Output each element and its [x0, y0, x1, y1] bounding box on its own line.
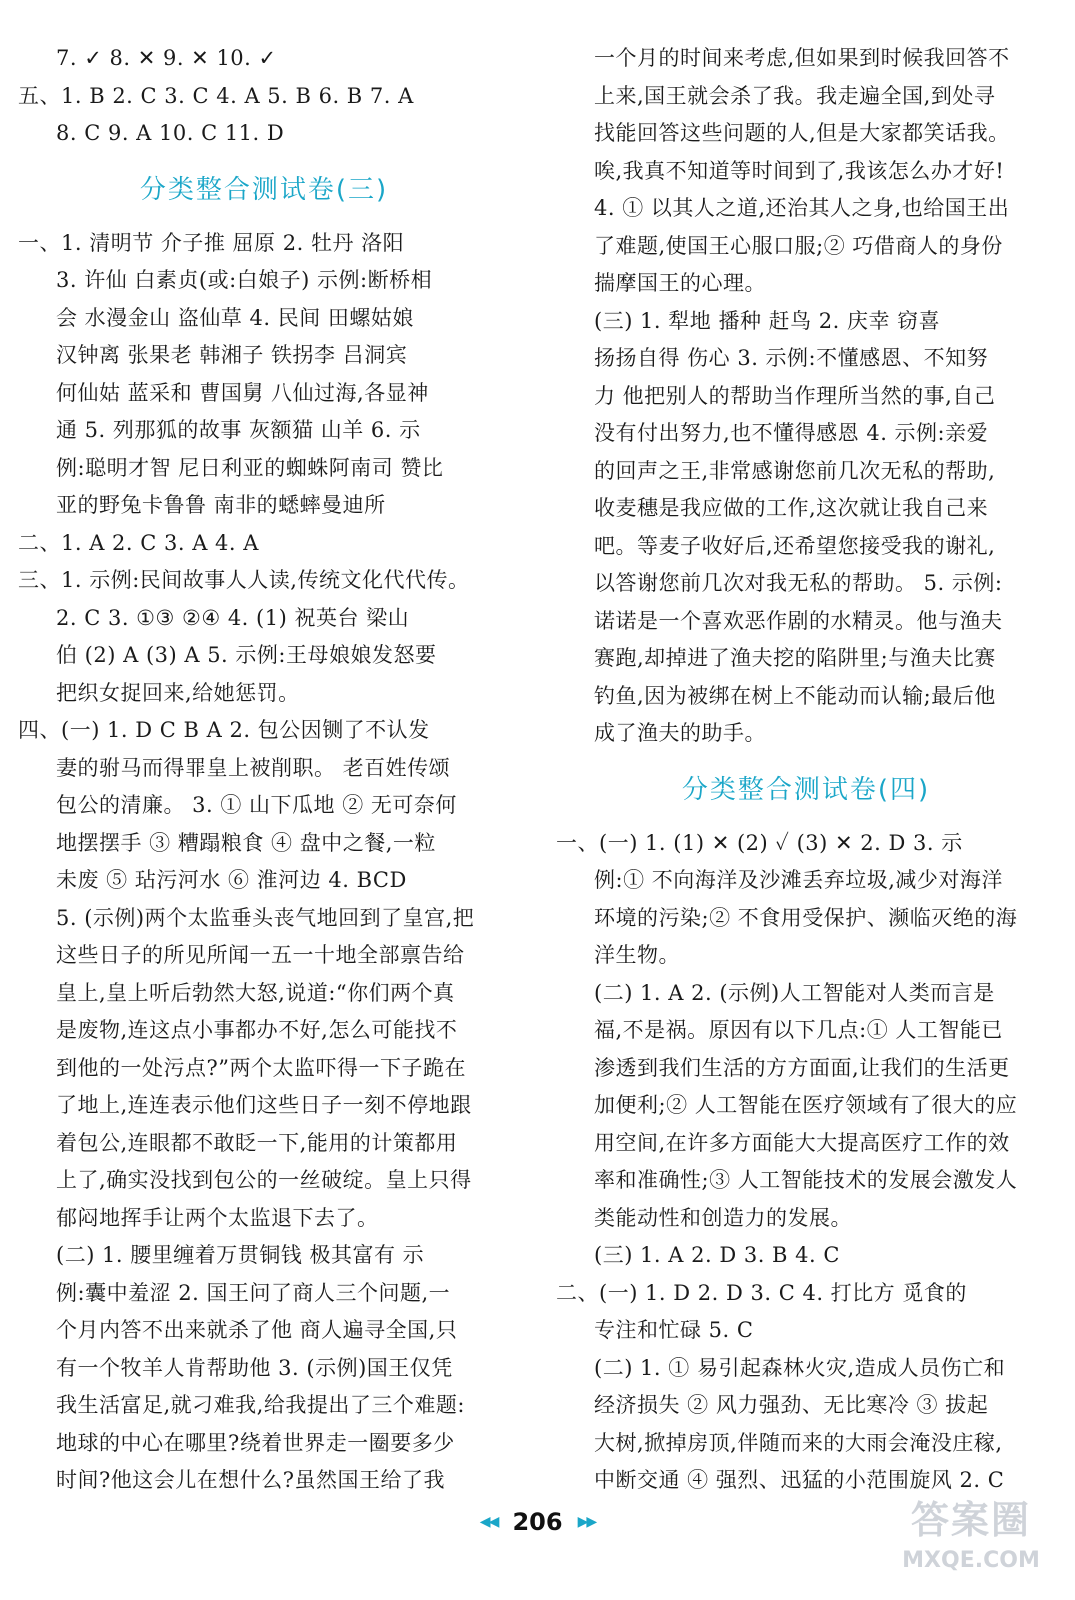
answer-line: 一、1. 清明节 介子推 屈原 2. 牡丹 洛阳: [18, 230, 405, 255]
answer-line: 是废物,连这点小事都办不好,怎么可能找不: [56, 1018, 458, 1042]
answer-line: 五、1. B 2. C 3. C 4. A 5. B 6. B 7. A: [18, 83, 414, 108]
answer-line: 个月内答不出来就杀了他 商人遍寻全国,只: [56, 1318, 458, 1342]
answer-line: 收麦穗是我应做的工作,这次就让我自己来: [594, 496, 989, 520]
answer-line: 2. C 3. ①③ ②④ 4. (1) 祝英台 梁山: [56, 605, 410, 630]
right-top-answers: [556, 40, 1056, 753]
answer-line: 类能动性和创造力的发展。: [594, 1205, 852, 1230]
answer-line: 把织女捉回来,给她惩罚。: [56, 680, 300, 705]
answer-line: 何仙姑 蓝采和 曹国舅 八仙过海,各显神: [56, 380, 429, 405]
answer-line: 地球的中心在哪里?绕着世界走一圈要多少: [56, 1430, 455, 1455]
answer-line: 时间?他这会儿在想什么?虽然国王给了我: [56, 1468, 446, 1492]
answer-line: 我生活富足,就刁难我,给我提出了三个难题:: [56, 1393, 465, 1417]
answer-line: 亚的野兔卡鲁鲁 南非的蟋蟀曼迪所: [56, 493, 386, 517]
answer-line: 福,不是祸。原因有以下几点:① 人工智能已: [594, 1018, 1003, 1042]
watermark-logo: [891, 1494, 1051, 1598]
answer-line: 皇上,皇上听后勃然大怒,说道:“你们两个真: [56, 980, 455, 1005]
answer-line: 二、1. A 2. C 3. A 4. A: [18, 530, 259, 555]
answer-line: 洋生物。: [594, 943, 680, 967]
answer-line: (三) 1. 犁地 播种 赶鸟 2. 庆幸 窃喜: [594, 308, 941, 333]
answer-line: 钓鱼,因为被绑在树上不能动而认输;最后他: [594, 683, 996, 708]
answer-line: 渗透到我们生活的方方面面,让我们的生活更: [594, 1055, 1010, 1080]
test-4-answers: [556, 825, 1056, 1500]
answer-line: 例:囊中羞涩 2. 国王问了商人三个问题,一: [56, 1280, 451, 1305]
answer-line: 有一个牧羊人肯帮助他 3. (示例)国王仅凭: [56, 1355, 453, 1380]
answer-line: 了难题,使国王心服口服;② 巧借商人的身份: [594, 233, 1003, 258]
answer-line: 会 水漫金山 盗仙草 4. 民间 田螺姑娘: [56, 305, 414, 330]
answer-line: 的回声之王,非常感谢您前几次无私的帮助,: [594, 458, 996, 483]
watermark-logo-text: 答案圈: [910, 1498, 1031, 1542]
answer-line: 一、(一) 1. (1) ✕ (2) ✓ (3) ✕ 2. D 3. 示: [556, 830, 963, 855]
answer-line: 吧。等麦子收好后,还希望您接受我的谢礼,: [594, 533, 996, 558]
next-page-arrows-icon: ▶▶: [577, 1514, 596, 1530]
answer-line: 8. C 9. A 10. C 11. D: [56, 121, 285, 145]
answer-line: 经济损失 ② 风力强劲、无比寒冷 ③ 拔起: [594, 1393, 989, 1417]
answer-line: 赛跑,却掉进了渔夫挖的陷阱里;与渔夫比赛: [594, 646, 996, 670]
answer-line: 三、1. 示例:民间故事人人读,传统文化代代传。: [18, 568, 470, 592]
answer-line: (二) 1. ① 易引起森林火灾,造成人员伤亡和: [594, 1355, 1006, 1380]
answer-line: 用空间,在许多方面能大大提高医疗工作的效: [594, 1130, 1010, 1155]
answer-line: 中断交通 ④ 强烈、迅猛的小范围旋风 2. C: [594, 1468, 1005, 1492]
answer-line: 扬扬自得 伤心 3. 示例:不懂感恩、不知努: [594, 346, 989, 370]
answer-line: 唉,我真不知道等时间到了,我该怎么办才好!: [594, 158, 1005, 183]
answer-line: 没有付出努力,也不懂得感恩 4. 示例:亲爱: [594, 421, 989, 445]
prev-page-arrows-icon: ◀◀: [479, 1514, 498, 1530]
answer-line: 5. (示例)两个太监垂头丧气地回到了皇宫,把: [56, 905, 475, 930]
right-column: [556, 40, 1056, 1500]
answer-line: 3. 许仙 白素贞(或:白娘子) 示例:断桥相: [56, 268, 433, 292]
answer-line: 成了渔夫的助手。: [594, 721, 766, 745]
answer-line: 通 5. 列那狐的故事 灰额猫 山羊 6. 示: [56, 418, 421, 442]
answer-line: 揣摩国王的心理。: [594, 271, 766, 295]
answer-line: (二) 1. 腰里缠着万贯铜钱 极其富有 示: [56, 1243, 425, 1267]
answer-line: 汉钟离 张果老 韩湘子 铁拐李 吕洞宾: [56, 343, 408, 367]
answer-line: 例:聪明才智 尼日利亚的蜘蛛阿南司 赞比: [56, 455, 444, 480]
test-3-answers: [18, 225, 510, 1500]
answer-line: 7. ✓ 8. ✕ 9. ✕ 10. ✓: [56, 46, 277, 70]
answer-line: 一个月的时间来考虑,但如果到时候我回答不: [594, 46, 1010, 70]
answer-line: 找能回答这些问题的人,但是大家都笑话我。: [594, 121, 1010, 145]
answer-line: 四、(一) 1. D C B A 2. 包公因铡了不认发: [18, 718, 430, 742]
answer-line: 力 他把别人的帮助当作理所当然的事,自己: [594, 383, 996, 408]
answer-line: (二) 1. A 2. (示例)人工智能对人类而言是: [594, 980, 995, 1005]
left-top-answers: [18, 40, 510, 153]
answer-line: 例:① 不向海洋及沙滩丢弃垃圾,减少对海洋: [594, 868, 1003, 892]
answer-line: 诺诺是一个喜欢恶作剧的水精灵。他与渔夫: [594, 608, 1003, 633]
answer-line: 妻的驸马而得罪皇上被削职。 老百姓传颂: [56, 755, 451, 780]
answer-line: 加便利;② 人工智能在医疗领域有了很大的应: [594, 1093, 1018, 1117]
answer-line: 到他的一处污点?”两个太监吓得一下子跪在: [56, 1055, 466, 1080]
answer-line: 伯 (2) A (3) A 5. 示例:王母娘娘发怒要: [56, 643, 437, 667]
answer-line: 专注和忙碌 5. C: [594, 1318, 754, 1342]
answer-line: 包公的清廉。 3. ① 山下瓜地 ② 无可奈何: [56, 793, 457, 817]
answer-line: 4. ① 以其人之道,还治其人之身,也给国王出: [594, 196, 1010, 220]
answer-line: 了地上,连连表示他们这些日子一刻不停地跟: [56, 1093, 472, 1117]
answer-line: 地摆摆手 ③ 糟蹋粮食 ④ 盘中之餐,一粒: [56, 830, 436, 855]
answer-line: 上来,国王就会杀了我。我走遍全国,到处寻: [594, 83, 996, 108]
answer-line: 以答谢您前几次对我无私的帮助。 5. 示例:: [594, 571, 1003, 595]
answer-line: 未废 ⑤ 玷污河水 ⑥ 淮河边 4. BCD: [56, 868, 407, 892]
watermark-url: MXQE.COM: [902, 1548, 1040, 1573]
answer-line: (三) 1. A 2. D 3. B 4. C: [594, 1243, 840, 1267]
page-number: 206: [512, 1508, 563, 1536]
answer-line: 环境的污染;② 不食用受保护、濒临灭绝的海: [594, 905, 1018, 930]
answer-line: 率和准确性;③ 人工智能技术的发展会激发人: [594, 1168, 1018, 1192]
left-column: [18, 40, 510, 1500]
answer-line: 着包公,连眼都不敢眨一下,能用的计策都用: [56, 1130, 458, 1155]
answer-line: 二、(一) 1. D 2. D 3. C 4. 打比方 觅食的: [556, 1280, 967, 1305]
answer-line: 大树,掀掉房顶,伴随而来的大雨会淹没庄稼,: [594, 1430, 1003, 1455]
answer-line: 郁闷地挥手让两个太监退下去了。: [56, 1205, 379, 1230]
section-title-test-3: 分类整合测试卷(三): [139, 174, 389, 205]
section-title-test-4: 分类整合测试卷(四): [681, 774, 931, 805]
answer-line: 这些日子的所见所闻一五一十地全部禀告给: [56, 943, 465, 967]
answer-line: 上了,确实没找到包公的一丝破绽。皇上只得: [56, 1168, 472, 1192]
